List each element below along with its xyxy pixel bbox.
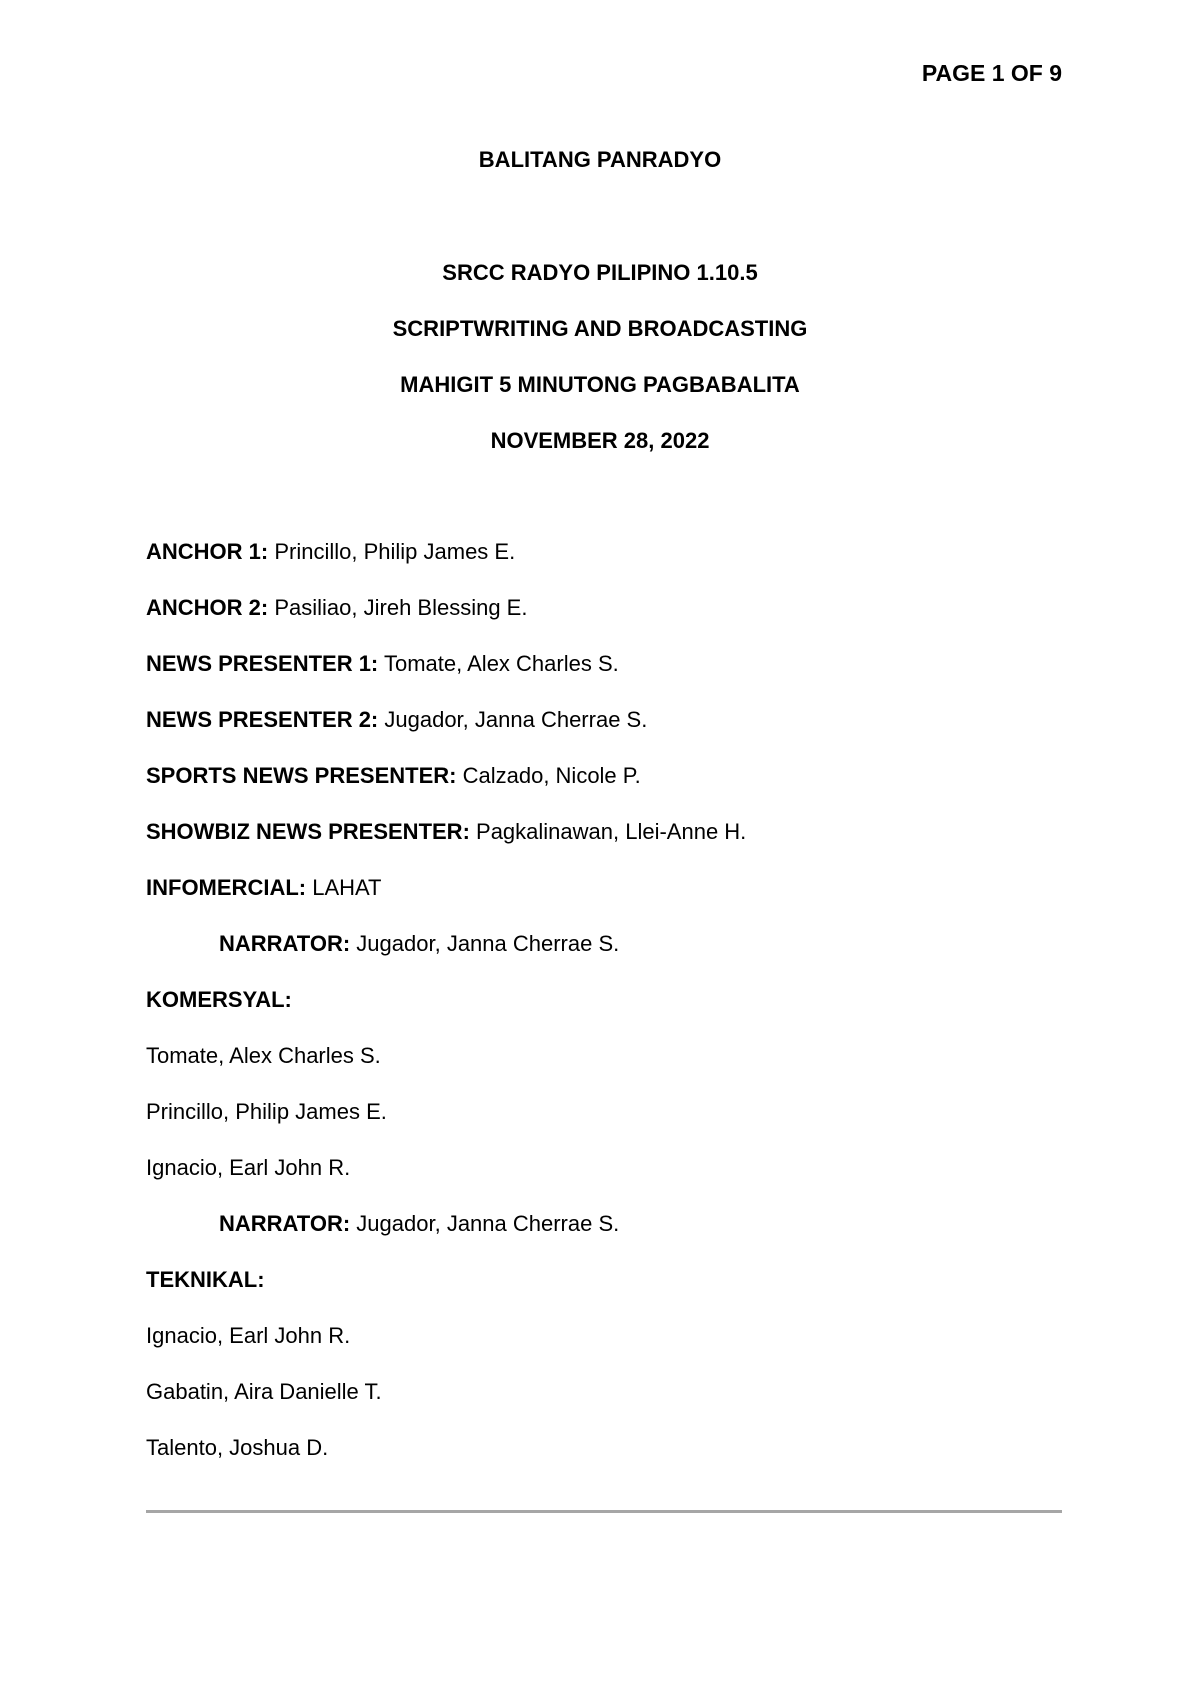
- credit-infomercial: [146, 873, 1066, 929]
- credit-role: SPORTS NEWS PRESENTER:: [146, 763, 457, 788]
- credit-anchor-2: [146, 593, 1066, 649]
- credit-komersyal-member: [146, 1041, 1066, 1097]
- document-title: BALITANG PANRADYO: [478, 147, 722, 172]
- station-name: SRCC RADYO PILIPINO 1.10.5: [442, 260, 758, 285]
- credit-role: TEKNIKAL:: [146, 1267, 265, 1292]
- footer-divider: [146, 1510, 1062, 1513]
- credit-news-presenter-2: [146, 705, 1066, 761]
- credit-role: KOMERSYAL:: [146, 987, 292, 1012]
- credit-role: NARRATOR:: [219, 931, 351, 956]
- credit-komersyal-member: [146, 1153, 1066, 1209]
- credit-teknikal-member: [146, 1377, 1066, 1433]
- credit-name: Princillo, Philip James E.: [268, 539, 516, 564]
- credit-teknikal-member: [146, 1321, 1066, 1377]
- credit-name: Ignacio, Earl John R.: [146, 1155, 351, 1180]
- credit-teknikal-heading: [146, 1265, 1066, 1321]
- page-number: PAGE 1 OF 9: [921, 60, 1062, 86]
- credit-showbiz-news-presenter: [146, 817, 1066, 873]
- program-duration: MAHIGIT 5 MINUTONG PAGBABALITA: [400, 372, 800, 397]
- credit-role: ANCHOR 2:: [146, 595, 269, 620]
- credit-name: LAHAT: [306, 875, 382, 900]
- credit-infomercial-narrator: [146, 929, 1066, 985]
- credit-komersyal-member: [146, 1097, 1066, 1153]
- credit-name: Jugador, Janna Cherrae S.: [350, 931, 620, 956]
- broadcast-date: NOVEMBER 28, 2022: [490, 428, 710, 453]
- credit-name: Pasiliao, Jireh Blessing E.: [268, 595, 528, 620]
- credit-name: Ignacio, Earl John R.: [146, 1323, 351, 1348]
- credit-role: SHOWBIZ NEWS PRESENTER:: [146, 819, 470, 844]
- course-name: SCRIPTWRITING AND BROADCASTING: [392, 316, 808, 341]
- credits-list: [146, 537, 1066, 1489]
- credit-name: Tomate, Alex Charles S.: [146, 1043, 381, 1068]
- credit-name: Jugador, Janna Cherrae S.: [378, 707, 648, 732]
- credit-role: ANCHOR 1:: [146, 539, 269, 564]
- credit-news-presenter-1: [146, 649, 1066, 705]
- credit-name: Pagkalinawan, Llei-Anne H.: [469, 819, 747, 844]
- credit-sports-news-presenter: [146, 761, 1066, 817]
- credit-name: Tomate, Alex Charles S.: [378, 651, 619, 676]
- credit-role: NARRATOR:: [219, 1211, 351, 1236]
- credit-name: Jugador, Janna Cherrae S.: [350, 1211, 620, 1236]
- credit-name: Gabatin, Aira Danielle T.: [146, 1379, 382, 1404]
- credit-role: NEWS PRESENTER 2:: [146, 707, 379, 732]
- credit-name: Calzado, Nicole P.: [456, 763, 641, 788]
- credit-komersyal-narrator: [146, 1209, 1066, 1265]
- credit-role: NEWS PRESENTER 1:: [146, 651, 379, 676]
- credit-anchor-1: [146, 537, 1066, 593]
- credit-name: Talento, Joshua D.: [146, 1435, 329, 1460]
- credit-teknikal-member: [146, 1433, 1066, 1489]
- credit-komersyal-heading: [146, 985, 1066, 1041]
- credit-name: Princillo, Philip James E.: [146, 1099, 387, 1124]
- credit-role: INFOMERCIAL:: [146, 875, 307, 900]
